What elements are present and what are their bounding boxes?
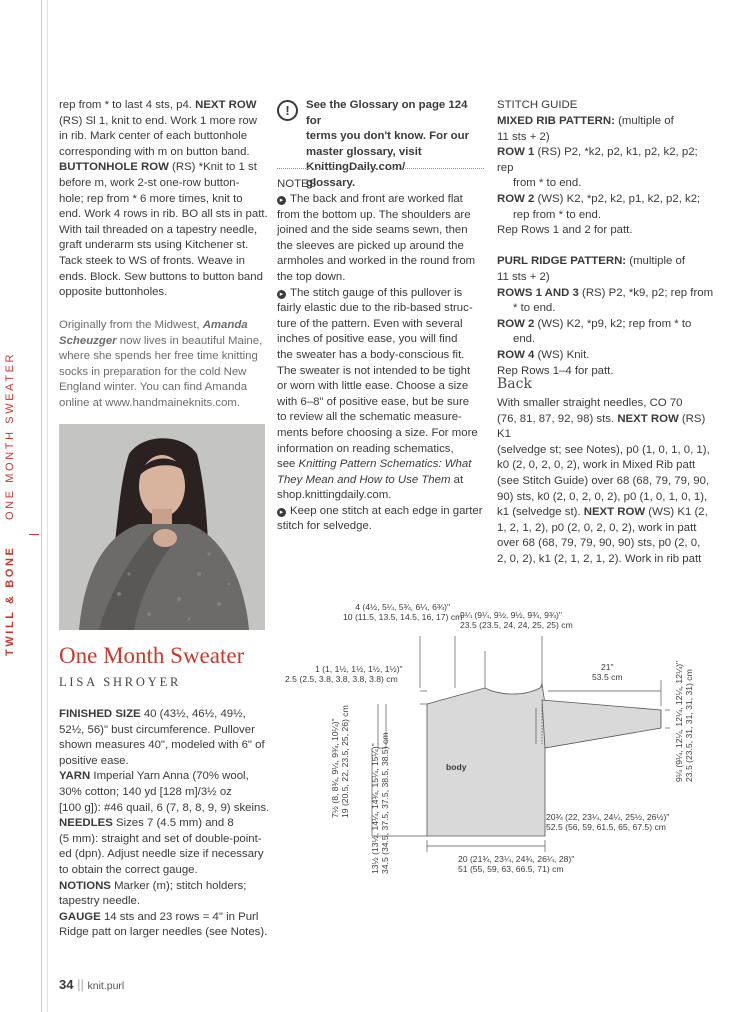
text-line	[59, 285, 269, 301]
note-line	[277, 488, 487, 504]
text-segment: ed (dpn). Adjust needle size if necessary	[59, 848, 264, 861]
guide-line	[497, 208, 717, 224]
shoulder-width-label: 9¼ (9¼, 9½, 9½, 9¾, 9¾)" 23.5 (23.5, 24, 24, 25, 25) cm	[460, 610, 573, 630]
text-segment: before m, work 2-st one-row button-	[59, 176, 240, 189]
guide-line	[497, 130, 717, 146]
back-instructions	[497, 396, 717, 568]
text-segment: see	[277, 458, 299, 471]
spec-line	[59, 816, 271, 832]
text-segment: (RS) K1	[497, 412, 706, 441]
text-segment: armholes and worked in the round from	[277, 255, 476, 268]
guide-line	[497, 223, 717, 239]
bio-line	[59, 334, 271, 350]
spec-line	[59, 832, 271, 848]
text-segment: NOTIONS	[59, 879, 111, 892]
text-segment: 14 sts and 23 rows = 4" in Purl	[100, 910, 259, 923]
text-segment: glossary.	[306, 176, 356, 189]
text-segment: 30% cotton; 140 yd [128 m]/3½ oz	[59, 785, 232, 798]
bullet-icon: ▸	[277, 196, 286, 205]
text-segment: See the Glossary on page 124 for	[306, 99, 468, 127]
notes-heading: NOTES	[277, 178, 317, 190]
text-line	[59, 254, 269, 270]
spec-line	[59, 801, 271, 817]
text-segment: the sweater has a body-conscious fit.	[277, 348, 465, 361]
text-line	[59, 192, 269, 208]
note-line	[277, 192, 487, 208]
text-line	[59, 98, 269, 114]
text-segment: stitch for selvedge.	[277, 520, 372, 533]
text-segment: end.	[513, 333, 536, 346]
note-line	[277, 426, 487, 442]
note-line	[277, 301, 487, 317]
glossary-line	[306, 176, 484, 192]
text-segment: (see Stitch Guide) over 68 (68, 79, 79, 90,	[497, 474, 710, 487]
text-segment: ROW 2	[497, 317, 535, 330]
notes-text	[277, 192, 487, 535]
guide-line	[497, 239, 717, 255]
back-line	[497, 443, 717, 459]
text-segment: Ridge patt on larger needles (see Notes).	[59, 926, 268, 939]
footer-separator: ||	[77, 977, 84, 992]
note-line	[277, 317, 487, 333]
text-segment: 11 sts + 2)	[497, 130, 550, 143]
sleeve-length-label: 21" 53.5 cm	[592, 662, 623, 682]
spec-line	[59, 894, 271, 910]
note-line	[277, 239, 487, 255]
text-segment: YARN	[59, 770, 91, 783]
text-segment: (WS) K1 (2,	[645, 506, 708, 519]
bullet-icon: ▸	[277, 290, 286, 299]
text-segment: Imperial Yarn Anna (70% wool,	[90, 770, 249, 783]
text-segment: The sweater is not intended to be tight	[277, 364, 471, 377]
text-segment: 52½, 56)" bust circumference. Pullover	[59, 723, 255, 736]
note-line	[277, 473, 487, 489]
magazine-name: knit.purl	[87, 980, 125, 992]
back-line	[497, 552, 717, 568]
text-segment: (multiple of	[614, 115, 674, 127]
text-line	[59, 176, 269, 192]
page-footer	[59, 977, 124, 992]
guide-line	[497, 301, 717, 317]
text-segment: 11 sts + 2)	[497, 270, 550, 283]
text-segment: rep from * to end.	[513, 208, 602, 221]
text-segment: ments before choosing a size. For more	[277, 426, 478, 439]
text-segment: FINISHED SIZE	[59, 708, 141, 720]
pattern-title: One Month Sweater	[59, 643, 245, 668]
text-segment: (76, 81, 87, 92, 98) sts.	[497, 412, 618, 425]
note-line	[277, 457, 487, 473]
text-segment: Amanda	[202, 319, 248, 331]
text-segment: ture of the pattern. Even with several	[277, 317, 463, 330]
spec-line	[59, 925, 271, 941]
guide-line	[497, 176, 717, 192]
text-segment: 1, 2, 1, 2), p0 (2, 0, 2, 0, 2), work in patt	[497, 521, 697, 534]
text-segment: NEEDLES	[59, 817, 113, 830]
text-segment: England winter. You can find Amanda	[59, 381, 248, 394]
glossary-note	[306, 98, 484, 192]
spec-line	[59, 785, 271, 801]
note-line	[277, 410, 487, 426]
text-segment: MIXED RIB PATTERN:	[497, 115, 615, 127]
text-segment: ROW 4	[497, 348, 535, 361]
text-segment: corresponding with m on button band.	[59, 145, 250, 158]
text-line	[59, 145, 269, 161]
guide-line	[497, 286, 717, 302]
back-line	[497, 490, 717, 506]
text-segment: online at www.handmaineknits.com.	[59, 396, 241, 409]
text-segment: ROW 1	[497, 146, 535, 159]
text-segment: PURL RIDGE PATTERN:	[497, 255, 627, 268]
note-line	[277, 332, 487, 348]
text-segment: (RS) *Knit to 1 st	[168, 161, 257, 174]
sidebar-category-label: TWILL & BONE	[4, 545, 16, 656]
note-line	[277, 379, 487, 395]
note-line	[277, 504, 487, 520]
text-segment: joined and the side seams sewn, then	[277, 224, 468, 237]
text-segment: * to end.	[513, 302, 556, 315]
text-segment: end. Work 4 rows in rib. BO all sts in patt.	[59, 208, 268, 221]
text-segment: Rep Rows 1 and 2 for patt.	[497, 224, 633, 237]
bio-line	[59, 396, 271, 412]
spec-line	[59, 910, 271, 926]
back-line	[497, 474, 717, 490]
text-segment: hole; rep from * 6 more times, knit to	[59, 192, 243, 205]
text-segment: NEXT ROW	[583, 506, 646, 519]
bullet-icon: ▸	[277, 508, 286, 517]
guide-line	[497, 192, 717, 208]
text-segment: to review all the schematic measure-	[277, 411, 462, 424]
text-segment: They Mean and How to Use Them	[277, 473, 451, 486]
text-segment: Marker (m); stitch holders;	[110, 879, 247, 892]
guide-line	[497, 145, 717, 176]
text-segment: over 68 (68, 79, 79, 90, 90) sts, p0 (2, 0,	[497, 537, 701, 550]
spec-line	[59, 738, 271, 754]
text-segment: (WS) K2, *p2, k2, p1, k2, p2, k2;	[534, 192, 701, 205]
text-segment: (WS) K2, *p9, k2; rep from * to	[534, 317, 692, 330]
text-segment: ends. Block. Sew buttons to button band	[59, 270, 263, 283]
back-line	[497, 505, 717, 521]
body-label: body	[446, 762, 467, 772]
column-1-text	[59, 98, 269, 301]
note-line	[277, 223, 487, 239]
spec-line	[59, 847, 271, 863]
text-segment: (WS) Knit.	[534, 348, 590, 361]
back-line	[497, 536, 717, 552]
text-segment: k1 (selvedge st).	[497, 506, 584, 519]
text-segment: or worn with little ease. Choose a size	[277, 380, 469, 393]
text-segment: shown measures 40", modeled with 6" of	[59, 739, 265, 752]
text-segment: inches of positive ease, you will find	[277, 333, 458, 346]
guide-line	[497, 270, 717, 286]
model-photo	[59, 424, 265, 630]
note-line	[277, 270, 487, 286]
text-segment: ROWS 1 AND 3	[497, 286, 579, 299]
sidebar-rule-inner	[47, 0, 48, 1012]
text-segment: at	[450, 473, 464, 486]
note-line	[277, 254, 487, 270]
text-segment: [100 g]): #46 quail, 6 (7, 8, 8, 9, 9) skeins.	[59, 801, 270, 814]
note-line	[277, 286, 487, 302]
text-segment: (multiple of	[626, 255, 685, 268]
text-segment: graft underarm sts using Kitchener st.	[59, 239, 249, 252]
bust-width-label: 20¾ (22, 23¼, 24¼, 25½, 26½)" 52.5 (56, 59, 61.5, 65, 67.5) cm	[546, 812, 670, 832]
glossary-line	[306, 129, 484, 145]
text-segment: BUTTONHOLE ROW	[59, 161, 169, 174]
text-segment: the top down.	[277, 270, 346, 283]
page-number: 34	[59, 977, 74, 992]
text-segment: The back and front are worked flat	[290, 193, 463, 205]
text-segment: where she spends her free time knitting	[59, 350, 258, 363]
text-segment: NEXT ROW	[195, 99, 257, 111]
alert-circle-icon: !	[277, 100, 298, 121]
text-segment: tapestry needle.	[59, 895, 141, 908]
text-segment: (RS) P2, *k9, p2; rep from	[578, 286, 714, 299]
model-illustration	[59, 424, 265, 630]
note-line	[277, 519, 487, 535]
spec-line	[59, 707, 271, 723]
guide-line	[497, 317, 717, 333]
text-segment: socks in preparation for the cold New	[59, 365, 247, 378]
text-segment: k0 (2, 0, 2, 0, 2), work in Mixed Rib patt	[497, 459, 696, 472]
text-segment: The stitch gauge of this pullover is	[290, 286, 463, 299]
stitch-guide-heading: STITCH GUIDE	[497, 99, 578, 111]
guide-line	[497, 254, 717, 270]
text-segment: shop.knittingdaily.com.	[277, 489, 392, 502]
text-segment: Rep Rows 1–4 for patt.	[497, 364, 614, 377]
text-line	[59, 223, 269, 239]
pattern-author: LISA SHROYER	[59, 675, 182, 689]
hem-width-label: 20 (21¾, 23¼, 24¾, 26¼, 28)" 51 (55, 59, 63, 66.5, 71) cm	[458, 854, 575, 874]
cuff-width-label: 9¼ (9¼, 12¼, 12¼, 12¼, 12¼)" 23.5 (23.5, 31, 31, 31, 31) cm	[674, 660, 694, 782]
spec-line	[59, 723, 271, 739]
text-segment: now lives in beautiful Maine,	[116, 334, 263, 347]
text-segment: positive ease.	[59, 754, 129, 767]
text-segment: terms you don't know. For our	[306, 130, 470, 143]
back-line	[497, 412, 717, 443]
text-line	[59, 160, 269, 176]
spec-line	[59, 863, 271, 879]
spec-line	[59, 754, 271, 770]
sweater-schematic	[270, 596, 740, 886]
designer-bio	[59, 318, 271, 412]
text-segment: Sizes 7 (4.5 mm) and 8	[112, 817, 234, 830]
text-segment: with 6–8" of positive ease, but be sure	[277, 395, 470, 408]
text-segment: the sleeves are picked up around the	[277, 239, 464, 252]
text-segment: (RS) Sl 1, knit to end. Work 1 more row	[59, 114, 257, 127]
glossary-line	[306, 145, 484, 176]
text-segment: opposite buttonholes.	[59, 286, 168, 299]
bio-line	[59, 349, 271, 365]
note-line	[277, 348, 487, 364]
text-segment: fairly elastic due to the rib-based struc-	[277, 302, 473, 315]
sidebar-separator	[29, 534, 39, 535]
text-segment: in rib. Mark center of each buttonhole	[59, 130, 248, 143]
back-line	[497, 521, 717, 537]
text-segment: from * to end.	[513, 177, 582, 190]
text-segment: 40 (43½, 46½, 49½,	[140, 708, 246, 720]
text-line	[59, 114, 269, 130]
glossary-line	[306, 98, 484, 129]
note-line	[277, 395, 487, 411]
sidebar-section-label: ONE MONTH SWEATER	[4, 351, 16, 520]
text-segment: Knitting Pattern Schematics: What	[298, 458, 472, 471]
back-line	[497, 396, 717, 412]
text-segment: rep from * to last 4 sts, p4.	[59, 99, 196, 111]
note-line	[277, 364, 487, 380]
text-segment: (5 mm): straight and set of double-point-	[59, 832, 262, 845]
text-segment: to obtain the correct gauge.	[59, 863, 198, 876]
text-segment: Tack steek to WS of fronts. Weave in	[59, 254, 245, 267]
guide-line	[497, 348, 717, 364]
neck-width-label: 4 (4½, 5¼, 5¾, 6¼, 6¾)" 10 (11.5, 13.5, 14.5, 16, 17) cm	[343, 602, 463, 622]
bio-line	[59, 380, 271, 396]
armhole-depth-label: 7½ (8, 8¾, 9¼, 9¾, 10¼)" 19 (20.5, 22, 23.5, 25, 26) cm	[330, 705, 350, 818]
body-length-label: 13½ (13½, 14¼, 14¾, 15¼, 15¼)" 34.5 (34.5, 37.5, 37.5, 38.5, 38.5) cm	[370, 732, 390, 874]
text-line	[59, 238, 269, 254]
text-segment: master glossary, visit KnittingDaily.com/	[306, 145, 422, 174]
pattern-specs	[59, 707, 271, 941]
text-line	[59, 270, 269, 286]
shoulder-drop-label: 1 (1, 1½, 1½, 1½, 1½)" 2.5 (2.5, 3.8, 3.8, 3.8, 3.8) cm	[285, 664, 403, 684]
text-segment: ROW 2	[497, 192, 535, 205]
sidebar-rule	[41, 0, 42, 1012]
text-segment: Scheuzger	[59, 334, 117, 347]
stitch-guide	[497, 114, 717, 379]
text-segment: With smaller straight needles, CO 70	[497, 397, 683, 409]
text-segment: (RS) P2, *k2, p2, k1, p2, k2, p2; rep	[497, 146, 698, 174]
text-segment: GAUGE	[59, 910, 101, 923]
text-segment: 90) sts, k0 (2, 0, 2, 0, 2), p0 (1, 0, 1, 0, 1),	[497, 490, 708, 503]
text-segment: Keep one stitch at each edge in garter	[290, 504, 483, 517]
note-line	[277, 208, 487, 224]
text-segment: (selvedge st; see Notes), p0 (1, 0, 1, 0, 1),	[497, 443, 710, 456]
guide-line	[497, 332, 717, 348]
bio-line	[59, 318, 271, 334]
spec-line	[59, 879, 271, 895]
text-segment: 2, 0, 2), k1 (2, 1, 2, 1, 2). Work in rib patt	[497, 552, 702, 565]
text-segment: from the bottom up. The shoulders are	[277, 208, 471, 221]
guide-line	[497, 114, 717, 130]
text-line	[59, 129, 269, 145]
back-line	[497, 458, 717, 474]
back-heading: Back	[497, 376, 532, 392]
text-segment: Originally from the Midwest,	[59, 319, 203, 331]
text-segment: information on reading schematics,	[277, 442, 454, 455]
text-line	[59, 207, 269, 223]
text-segment: With tail threaded on a tapestry needle,	[59, 223, 258, 236]
text-segment: NEXT ROW	[617, 412, 679, 425]
note-line	[277, 442, 487, 458]
spec-line	[59, 769, 271, 785]
dotted-divider	[277, 168, 484, 169]
bio-line	[59, 365, 271, 381]
